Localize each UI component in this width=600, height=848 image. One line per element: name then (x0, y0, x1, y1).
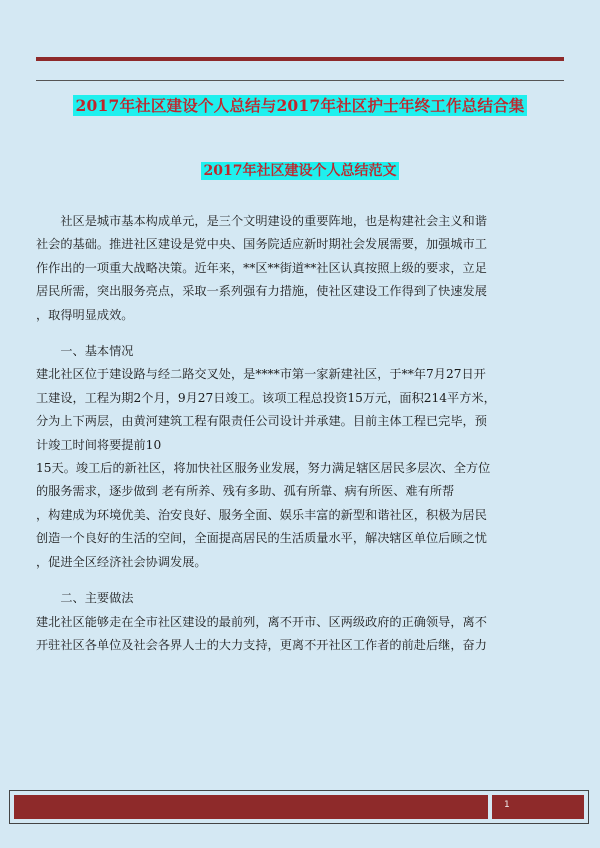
body-line: 开驻社区各单位及社会各界人士的大力支持，更离不开社区工作者的前赴后继，奋力 (36, 637, 487, 652)
footer-bar-left (14, 795, 488, 819)
body-line (36, 574, 564, 587)
body-line: 居民所需，突出服务亮点，采取一系列强有力措施，使社区建设工作得到了快速发展 (36, 284, 487, 299)
body-line: ，取得明显成效。 (36, 307, 134, 322)
body-line: ，促进全区经济社会协调发展。 (36, 554, 207, 569)
body-line: 15天。竣工后的新社区，将加快社区服务业发展，努力满足辖区居民多层次、全方位 (36, 461, 491, 476)
body-line: 工建设，工程为期2个月，9月27日竣工。该项工程总投资15万元，面积214平方米， (36, 390, 496, 405)
document-title-block (0, 94, 600, 116)
body-line: 建北社区位于建设路与经二路交叉处，是****市第一家新建社区，于**年7月27日开 (36, 367, 486, 382)
body-line: 创造一个良好的生活的空间，全面提高居民的生活质量水平，解决辖区单位后顾之忧 (36, 531, 487, 546)
section-title-block (0, 160, 600, 180)
body-line: 建北社区能够走在全市社区建设的最前列，离不开市、区两级政府的正确领导，离不 (36, 614, 487, 629)
footer-bar-right (492, 795, 584, 819)
section-title: 2017年社区建设个人总结范文 (201, 162, 400, 180)
header-bar (36, 57, 564, 61)
body-line: 分为上下两层，由黄河建筑工程有限责任公司设计并承建。目前主体工程已完毕，预 (36, 414, 487, 429)
page-number: 1 (504, 800, 510, 810)
body-line: 计竣工时间将要提前10 (36, 437, 162, 452)
document-body (36, 210, 564, 657)
document-title: 2017年社区建设个人总结与2017年社区护士年终工作总结合集 (73, 95, 528, 116)
body-line: 社区是城市基本构成单元，是三个文明建设的重要阵地，也是构建社会主义和谐 (36, 214, 487, 228)
body-line (36, 327, 564, 340)
body-line: 一、基本情况 (36, 344, 134, 359)
footer (9, 790, 589, 824)
header-rule (36, 80, 564, 81)
body-line: 作作出的一项重大战略决策。近年来，**区**街道**社区认真按照上级的要求，立足 (36, 260, 487, 275)
body-line: ，构建成为环境优美、治安良好、服务全面、娱乐丰富的新型和谐社区，积极为居民 (36, 507, 487, 522)
body-line: 社会的基础。推进社区建设是党中央、国务院适应新时期社会发展需要，加强城市工 (36, 237, 487, 252)
body-line: 二、主要做法 (36, 591, 134, 606)
body-line: 的服务需求，逐步做到 老有所养、残有多助、孤有所靠、病有所医、难有所帮 (36, 484, 455, 499)
